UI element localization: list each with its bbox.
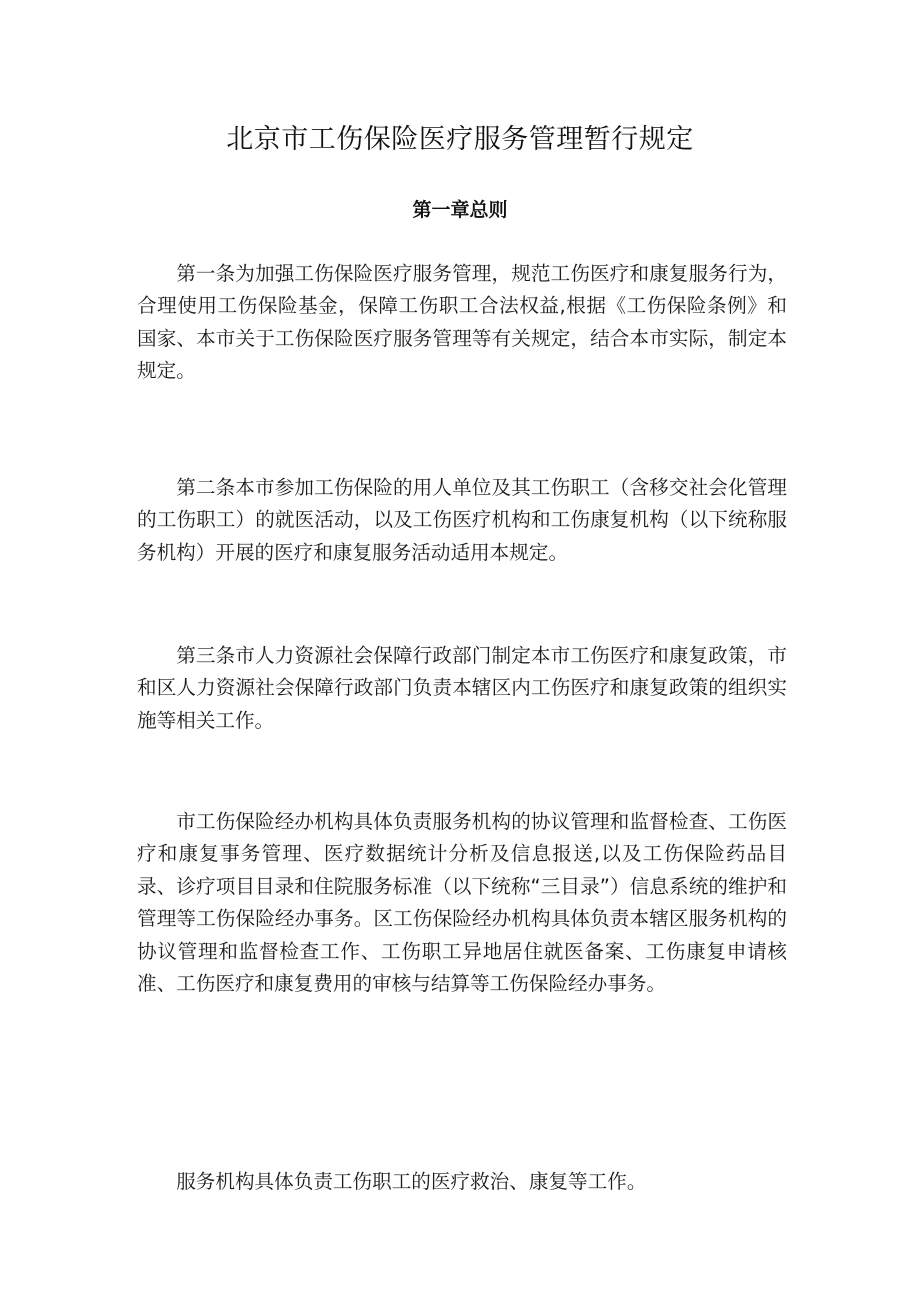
document-title: 北京市工伤保险医疗服务管理暂行规定 [226, 124, 694, 155]
article-2-paragraph: 第二条本市参加工伤保险的用人单位及其工伤职工（含移交社会化管理的工伤职工）的就医活动，以及工伤医疗机构和工伤康复机构（以下统称服务机构）开展的医疗和康复服务活动适用本规定。 [137, 476, 787, 564]
service-institution-paragraph: 服务机构具体负责工伤职工的医疗救治、康复等工作。 [176, 1170, 647, 1193]
chapter-heading: 第一章总则 [412, 199, 508, 221]
article-3-paragraph: 第三条市人力资源社会保障行政部门制定本市工伤医疗和康复政策，市和区人力资源社会保障行政部门负责本辖区内工伤医疗和康复政策的组织实施等相关工作。 [137, 644, 787, 732]
agency-duties-paragraph: 市工伤保险经办机构具体负责服务机构的协议管理和监督检查、工伤医疗和康复事务管理、医疗数据统计分析及信息报送,以及工伤保险药品目录、诊疗项目目录和住院服务标准（以下统称“三目录”）信息系统的维护和管理等工伤保险经办事务。区工伤保险经办机构具体负责本辖区服务机构的协议管理和监督检查工作、工伤职工异地居住就医备案、工伤康复申请核准、工伤医疗和康复费用的审核与结算等工伤保险经办事务。 [137, 810, 787, 996]
article-1-paragraph: 第一条为加强工伤保险医疗服务管理，规范工伤医疗和康复服务行为，合理使用工伤保险基金，保障工伤职工合法权益,根据《工伤保险条例》和国家、本市关于工伤保险医疗服务管理等有关规定，结合本市实际，制定本规定。 [137, 262, 787, 383]
